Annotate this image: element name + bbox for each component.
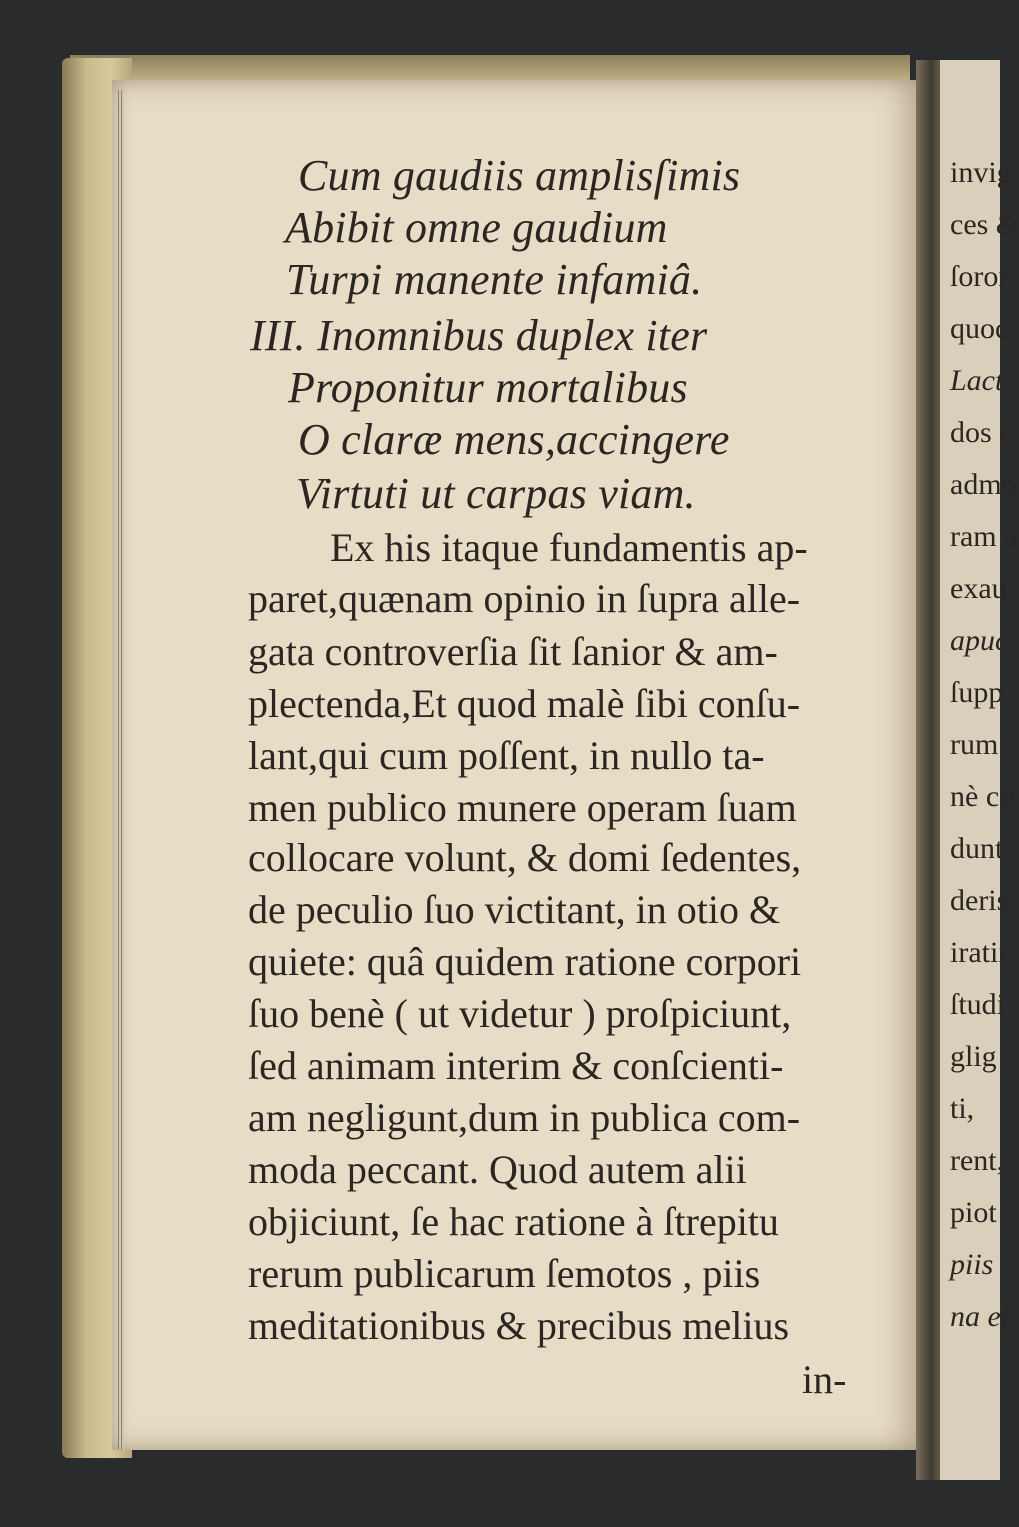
verse-line: Proponitur mortalibus	[288, 363, 688, 412]
verse-line: Abibit omne gaudium	[285, 203, 668, 252]
right-page-line: invig	[950, 156, 1012, 189]
right-page-line: ſtudi	[950, 988, 1006, 1021]
right-page-line: dos e	[950, 416, 1013, 449]
prose-line: meditationibus & precibus melius	[248, 1303, 790, 1348]
verse-line: Cum gaudiis amplisſimis	[298, 151, 741, 200]
prose-line: quiete: quâ quidem ratione corpori	[248, 939, 802, 984]
right-page-line: deris	[950, 884, 1009, 917]
prose-line: moda peccant. Quod autem alii	[248, 1147, 747, 1192]
prose-line: Ex his itaque fundamentis ap-	[330, 525, 808, 570]
page-fore-edge	[118, 90, 124, 1450]
right-page-line: piis	[950, 1248, 994, 1281]
right-page-line: ces &	[950, 208, 1019, 241]
right-page-line: nè co	[950, 780, 1015, 813]
prose-line: gata controverſia ſit ſanior & am-	[248, 629, 778, 674]
right-page-line: rum	[950, 728, 999, 761]
right-page-line: na eſ	[950, 1300, 1010, 1333]
prose-line: collocare volunt, & domi ſedentes,	[248, 835, 802, 880]
prose-line: plectenda,Et quod malè ſibi conſu-	[248, 681, 801, 726]
verse-line: Turpi manente infamiâ.	[286, 255, 703, 304]
prose-line: de peculio ſuo victitant, in otio &	[248, 887, 781, 932]
right-page-line: ti,	[950, 1092, 975, 1125]
right-page-line: dunt,	[950, 832, 1011, 865]
right-page-line: apuc	[950, 624, 1009, 657]
verse-line: O claræ mens,accingere	[298, 415, 730, 464]
right-page-line: quoc	[950, 312, 1009, 345]
right-page-line: exau	[950, 572, 1007, 605]
verse-line: Virtuti ut carpas viam.	[296, 469, 696, 518]
right-page-line: ram a	[950, 520, 1018, 553]
right-page-line: ſoror	[950, 260, 1009, 293]
right-page-line: ſupp	[950, 676, 1004, 709]
prose-line: objiciunt, ſe hac ratione à ſtrepitu	[248, 1199, 779, 1244]
right-page-line: iratii	[950, 936, 1007, 969]
right-page-line: Lact	[950, 364, 1004, 397]
prose-line: lant,qui cum poſſent, in nullo ta-	[248, 733, 765, 778]
verse-line: III. Inomnibus duplex iter	[250, 311, 708, 360]
right-page-line: rent,	[950, 1144, 1005, 1177]
right-page-line: glig	[950, 1040, 997, 1073]
prose-line: am negligunt,dum in publica com-	[248, 1095, 801, 1140]
prose-line: rerum publicarum ſemotos , piis	[248, 1251, 761, 1296]
right-page-partial	[940, 60, 1019, 1480]
prose-line: paret,quænam opinio in ſupra alle-	[248, 576, 801, 621]
prose-line: ſuo benè ( ut videtur ) proſpiciunt,	[248, 991, 792, 1036]
right-page-line: piot	[950, 1196, 997, 1229]
prose-line: men publico munere operam ſuam	[248, 785, 797, 830]
catchword: in-	[802, 1357, 847, 1402]
prose-line: ſed animam interim & conſcienti-	[248, 1043, 784, 1088]
right-page-line: admo	[950, 468, 1017, 501]
